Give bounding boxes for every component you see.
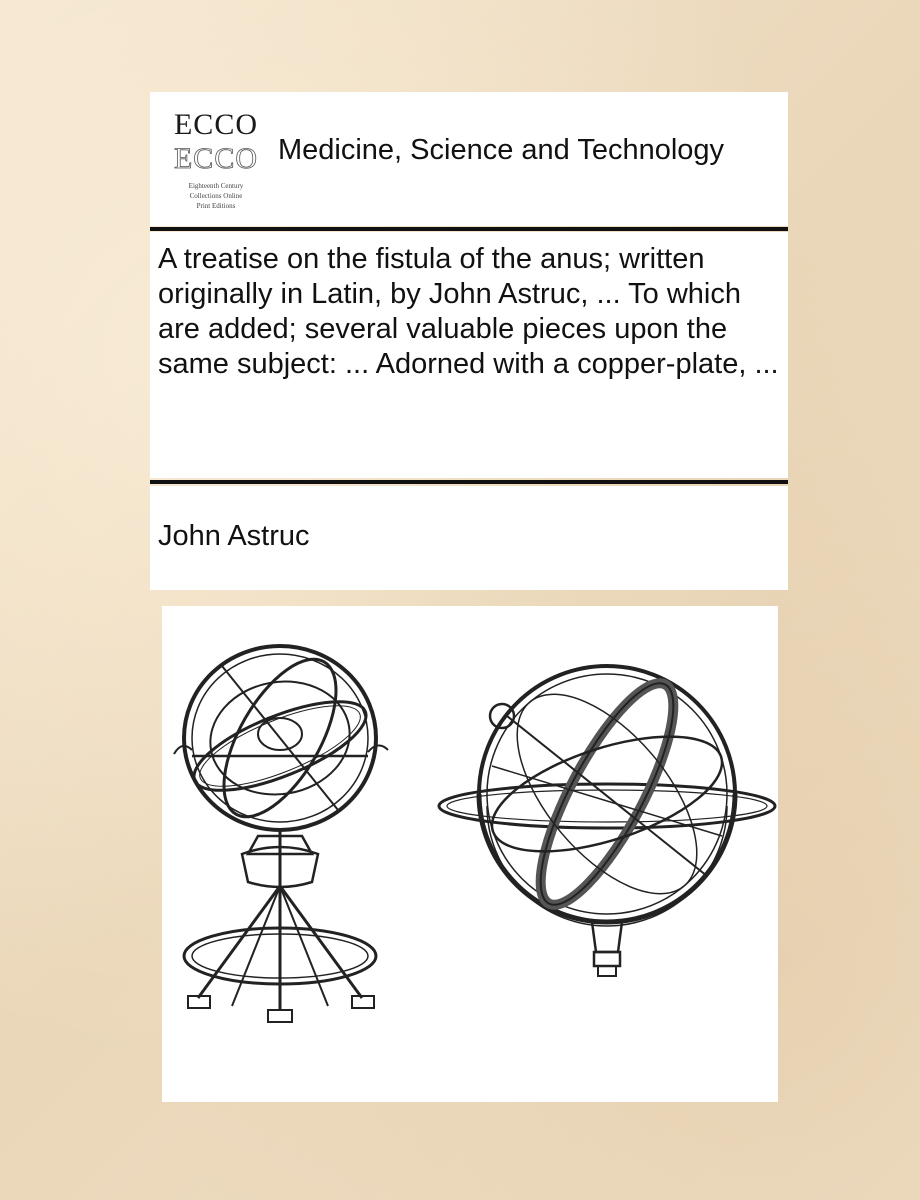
author-block: [150, 486, 788, 590]
logo-mark: ECCO: [173, 108, 258, 141]
logo-line-3: Print Editions: [196, 202, 236, 210]
author-name: John Astruc: [158, 520, 310, 552]
armillary-sphere-on-stand-icon: [174, 642, 388, 1022]
series-title: Medicine, Science and Technology: [278, 134, 725, 166]
logo-mark-outline: ECCO: [173, 142, 258, 175]
ecco-logo: [166, 106, 266, 216]
logo-line-1: Eighteenth Century: [188, 182, 244, 190]
divider-rule-bottom: [150, 480, 788, 484]
series-header: [150, 92, 788, 226]
title-block: [150, 232, 788, 478]
engraving-illustration: [162, 606, 778, 1102]
cover-illustration: [162, 606, 778, 1102]
armillary-sphere-in-hemisphere-icon: [439, 664, 775, 976]
logo-line-2: Collections Online: [189, 192, 243, 200]
book-title: A treatise on the fistula of the anus; written originally in Latin, by John Astruc, ... To which are added; several valuable pieces upon the same subject: ... Adorned with a copper-plate, ...: [158, 243, 779, 380]
divider-rule-top: [150, 227, 788, 231]
